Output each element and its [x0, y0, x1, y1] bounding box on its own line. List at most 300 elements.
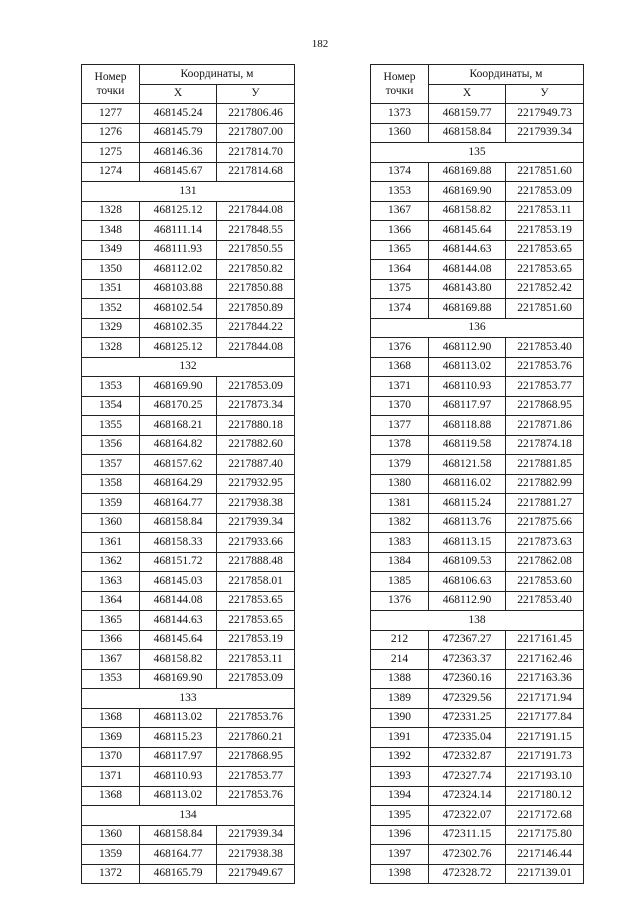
table-row: [371, 533, 584, 553]
x-coordinate-cell: 472335.04: [429, 728, 506, 748]
point-number-cell: 1370: [371, 396, 429, 416]
table-row: [371, 786, 584, 806]
point-number-cell: 1385: [371, 572, 429, 592]
y-coordinate-cell: 2217853.77: [506, 377, 584, 397]
y-coordinate-cell: 2217868.95: [506, 396, 584, 416]
point-number-cell: 1376: [371, 591, 429, 611]
table-row: [82, 474, 295, 494]
x-coordinate-cell: 468115.24: [429, 494, 506, 514]
y-coordinate-cell: 2217193.10: [506, 767, 584, 787]
y-coordinate-cell: 2217880.18: [217, 416, 295, 436]
point-number-cell: 1397: [371, 845, 429, 865]
table-row: [371, 182, 584, 202]
point-number-cell: 1349: [82, 240, 140, 260]
table-row: [82, 786, 295, 806]
y-coordinate-cell: 2217938.38: [217, 494, 295, 514]
y-coordinate-cell: 2217850.88: [217, 279, 295, 299]
table-row: [82, 825, 295, 845]
coordinates-table-right: [370, 64, 584, 884]
table-row: [371, 162, 584, 182]
y-coordinate-cell: 2217871.86: [506, 416, 584, 436]
point-number-cell: 1365: [82, 611, 140, 631]
group-row: [371, 143, 584, 163]
group-number: 132: [82, 357, 295, 377]
y-coordinate-cell: 2217844.22: [217, 318, 295, 338]
point-number-cell: 1371: [371, 377, 429, 397]
point-number-cell: 1368: [82, 708, 140, 728]
x-coordinate-cell: 468144.08: [429, 260, 506, 280]
x-coordinate-cell: 468158.84: [429, 123, 506, 143]
y-coordinate-cell: 2217853.77: [217, 767, 295, 787]
point-number-cell: 1360: [82, 825, 140, 845]
point-number-cell: 1366: [82, 630, 140, 650]
table-row: [371, 494, 584, 514]
x-coordinate-cell: 468112.90: [429, 591, 506, 611]
point-number-cell: 1367: [371, 201, 429, 221]
table-row: [371, 845, 584, 865]
x-coordinate-cell: 472331.25: [429, 708, 506, 728]
x-coordinate-cell: 468113.76: [429, 513, 506, 533]
y-coordinate-cell: 2217939.34: [217, 513, 295, 533]
y-coordinate-cell: 2217938.38: [217, 845, 295, 865]
point-number-cell: 1348: [82, 221, 140, 241]
point-header-line2: точки: [96, 85, 125, 97]
y-coordinate-cell: 2217853.76: [217, 708, 295, 728]
table-row: [82, 143, 295, 163]
x-coordinate-cell: 468121.58: [429, 455, 506, 475]
point-number-cell: 1277: [82, 104, 140, 124]
point-number-cell: 1352: [82, 299, 140, 319]
y-coordinate-cell: 2217851.60: [506, 162, 584, 182]
x-coordinate-cell: 472302.76: [429, 845, 506, 865]
table-row: [82, 455, 295, 475]
group-row: [82, 182, 295, 202]
y-coordinate-cell: 2217853.11: [506, 201, 584, 221]
point-number-cell: 1274: [82, 162, 140, 182]
y-coordinate-cell: 2217860.21: [217, 728, 295, 748]
table-row: [82, 572, 295, 592]
x-coordinate-cell: 472332.87: [429, 747, 506, 767]
table-row: [371, 123, 584, 143]
group-row: [82, 806, 295, 826]
point-number-cell: 1353: [82, 377, 140, 397]
x-coordinate-cell: 468117.97: [429, 396, 506, 416]
y-coordinate-cell: 2217161.45: [506, 630, 584, 650]
point-number-cell: 1329: [82, 318, 140, 338]
table-row: [371, 260, 584, 280]
x-coordinate-cell: 468146.36: [140, 143, 217, 163]
table-row: [371, 104, 584, 124]
point-number-cell: 1328: [82, 338, 140, 358]
x-coordinate-cell: 472363.37: [429, 650, 506, 670]
x-coordinate-cell: 468145.79: [140, 123, 217, 143]
point-header-line1: Номер: [383, 70, 416, 83]
point-number-cell: 1395: [371, 806, 429, 826]
point-number-cell: 1354: [82, 396, 140, 416]
x-coordinate-cell: 468145.64: [140, 630, 217, 650]
x-coordinate-cell: 468169.88: [429, 162, 506, 182]
table-row: [82, 435, 295, 455]
point-number-cell: 1391: [371, 728, 429, 748]
x-coordinate-cell: 468125.12: [140, 338, 217, 358]
point-number-cell: 1361: [82, 533, 140, 553]
table-row: [82, 377, 295, 397]
table-row: [82, 338, 295, 358]
y-coordinate-cell: 2217888.48: [217, 552, 295, 572]
x-coordinate-cell: 472329.56: [429, 689, 506, 709]
group-number: 135: [371, 143, 584, 163]
table-row: [371, 630, 584, 650]
point-number-cell: 1350: [82, 260, 140, 280]
x-coordinate-cell: 468159.77: [429, 104, 506, 124]
x-coordinate-cell: 472328.72: [429, 864, 506, 884]
coordinates-table-left: [81, 64, 295, 884]
y-coordinate-cell: 2217851.60: [506, 299, 584, 319]
table-row: [371, 299, 584, 319]
x-coordinate-cell: 468113.02: [429, 357, 506, 377]
point-number-header: [82, 65, 140, 104]
x-coordinate-cell: 468113.15: [429, 533, 506, 553]
point-number-cell: 1360: [82, 513, 140, 533]
y-coordinate-cell: 2217868.95: [217, 747, 295, 767]
x-coordinate-cell: 468112.90: [429, 338, 506, 358]
point-number-cell: 1367: [82, 650, 140, 670]
table-row: [371, 455, 584, 475]
y-column-header: У: [506, 84, 584, 104]
x-coordinate-cell: 468145.24: [140, 104, 217, 124]
point-number-cell: 1379: [371, 455, 429, 475]
table-row: [371, 591, 584, 611]
point-number-cell: 1358: [82, 474, 140, 494]
point-number-cell: 1373: [371, 104, 429, 124]
table-row: [82, 396, 295, 416]
y-coordinate-cell: 2217162.46: [506, 650, 584, 670]
y-coordinate-cell: 2217807.00: [217, 123, 295, 143]
x-coordinate-cell: 468151.72: [140, 552, 217, 572]
table-row: [371, 377, 584, 397]
x-coordinate-cell: 468113.02: [140, 786, 217, 806]
point-number-cell: 1374: [371, 299, 429, 319]
y-coordinate-cell: 2217853.40: [506, 338, 584, 358]
x-coordinate-cell: 468145.64: [429, 221, 506, 241]
x-coordinate-cell: 468103.88: [140, 279, 217, 299]
y-coordinate-cell: 2217862.08: [506, 552, 584, 572]
group-number: 131: [82, 182, 295, 202]
x-coordinate-cell: 468164.77: [140, 845, 217, 865]
y-coordinate-cell: 2217191.15: [506, 728, 584, 748]
x-coordinate-cell: 468157.62: [140, 455, 217, 475]
y-column-header: У: [217, 84, 295, 104]
y-coordinate-cell: 2217853.65: [217, 591, 295, 611]
y-coordinate-cell: 2217853.09: [217, 669, 295, 689]
x-coordinate-cell: 468164.82: [140, 435, 217, 455]
y-coordinate-cell: 2217172.68: [506, 806, 584, 826]
point-number-cell: 214: [371, 650, 429, 670]
x-coordinate-cell: 472367.27: [429, 630, 506, 650]
x-coordinate-cell: 472324.14: [429, 786, 506, 806]
table-header-row: [82, 65, 295, 85]
table-row: [82, 162, 295, 182]
point-number-cell: 1276: [82, 123, 140, 143]
point-number-cell: 1360: [371, 123, 429, 143]
x-coordinate-cell: 468144.08: [140, 591, 217, 611]
y-coordinate-cell: 2217933.66: [217, 533, 295, 553]
table-row: [371, 650, 584, 670]
x-coordinate-cell: 468112.02: [140, 260, 217, 280]
x-coordinate-cell: 468106.63: [429, 572, 506, 592]
y-coordinate-cell: 2217873.63: [506, 533, 584, 553]
table-row: [82, 221, 295, 241]
x-coordinate-cell: 468145.67: [140, 162, 217, 182]
table-row: [82, 864, 295, 884]
table-row: [371, 435, 584, 455]
table-row: [371, 338, 584, 358]
point-number-cell: 1398: [371, 864, 429, 884]
y-coordinate-cell: 2217163.36: [506, 669, 584, 689]
y-coordinate-cell: 2217875.66: [506, 513, 584, 533]
y-coordinate-cell: 2217881.85: [506, 455, 584, 475]
point-number-cell: 1364: [82, 591, 140, 611]
y-coordinate-cell: 2217146.44: [506, 845, 584, 865]
table-row: [82, 728, 295, 748]
table-row: [371, 747, 584, 767]
y-coordinate-cell: 2217853.09: [506, 182, 584, 202]
point-number-cell: 1377: [371, 416, 429, 436]
y-coordinate-cell: 2217171.94: [506, 689, 584, 709]
table-row: [371, 513, 584, 533]
point-number-cell: 1392: [371, 747, 429, 767]
point-number-cell: 1357: [82, 455, 140, 475]
point-number-cell: 1389: [371, 689, 429, 709]
page-number: 182: [311, 38, 329, 50]
y-coordinate-cell: 2217191.73: [506, 747, 584, 767]
y-coordinate-cell: 2217853.09: [217, 377, 295, 397]
y-coordinate-cell: 2217949.73: [506, 104, 584, 124]
point-number-cell: 1368: [371, 357, 429, 377]
point-number-cell: 1393: [371, 767, 429, 787]
table-row: [82, 299, 295, 319]
group-number: 138: [371, 611, 584, 631]
point-number-cell: 1362: [82, 552, 140, 572]
table-row: [371, 767, 584, 787]
table-row: [371, 689, 584, 709]
y-coordinate-cell: 2217882.99: [506, 474, 584, 494]
y-coordinate-cell: 2217932.95: [217, 474, 295, 494]
point-number-cell: 1355: [82, 416, 140, 436]
table-row: [82, 279, 295, 299]
y-coordinate-cell: 2217853.65: [506, 240, 584, 260]
x-coordinate-cell: 468102.54: [140, 299, 217, 319]
x-coordinate-cell: 468144.63: [140, 611, 217, 631]
y-coordinate-cell: 2217853.19: [506, 221, 584, 241]
point-number-header: [371, 65, 429, 104]
point-number-cell: 1363: [82, 572, 140, 592]
y-coordinate-cell: 2217853.76: [506, 357, 584, 377]
x-coordinate-cell: 468110.93: [429, 377, 506, 397]
coordinates-header: Координаты, м: [140, 65, 295, 85]
table-row: [371, 416, 584, 436]
point-number-cell: 1390: [371, 708, 429, 728]
table-row: [82, 104, 295, 124]
x-coordinate-cell: 472360.16: [429, 669, 506, 689]
x-coordinate-cell: 468144.63: [429, 240, 506, 260]
x-coordinate-cell: 468169.90: [429, 182, 506, 202]
point-number-cell: 1381: [371, 494, 429, 514]
y-coordinate-cell: 2217850.82: [217, 260, 295, 280]
table-row: [82, 260, 295, 280]
y-coordinate-cell: 2217887.40: [217, 455, 295, 475]
x-coordinate-cell: 468169.90: [140, 377, 217, 397]
y-coordinate-cell: 2217939.34: [506, 123, 584, 143]
y-coordinate-cell: 2217848.55: [217, 221, 295, 241]
y-coordinate-cell: 2217853.60: [506, 572, 584, 592]
x-coordinate-cell: 468158.33: [140, 533, 217, 553]
table-row: [82, 318, 295, 338]
x-coordinate-cell: 468158.84: [140, 513, 217, 533]
x-coordinate-cell: 468145.03: [140, 572, 217, 592]
table-row: [82, 708, 295, 728]
x-coordinate-cell: 468111.93: [140, 240, 217, 260]
y-coordinate-cell: 2217814.68: [217, 162, 295, 182]
table-row: [371, 240, 584, 260]
y-coordinate-cell: 2217852.42: [506, 279, 584, 299]
table-row: [371, 201, 584, 221]
y-coordinate-cell: 2217939.34: [217, 825, 295, 845]
table-row: [82, 767, 295, 787]
point-number-cell: 1371: [82, 767, 140, 787]
table-header-row: [371, 65, 584, 85]
y-coordinate-cell: 2217806.46: [217, 104, 295, 124]
x-coordinate-cell: 468158.82: [140, 650, 217, 670]
point-number-cell: 1351: [82, 279, 140, 299]
table-row: [82, 123, 295, 143]
x-coordinate-cell: 468169.90: [140, 669, 217, 689]
x-coordinate-cell: 468158.84: [140, 825, 217, 845]
table-row: [82, 416, 295, 436]
point-number-cell: 1394: [371, 786, 429, 806]
group-row: [371, 611, 584, 631]
group-number: 133: [82, 689, 295, 709]
x-column-header: X: [140, 84, 217, 104]
group-number: 136: [371, 318, 584, 338]
point-number-cell: 1388: [371, 669, 429, 689]
point-header-line2: точки: [385, 85, 414, 97]
table-row: [82, 630, 295, 650]
x-coordinate-cell: 468164.77: [140, 494, 217, 514]
point-number-cell: 1359: [82, 845, 140, 865]
point-number-cell: 1365: [371, 240, 429, 260]
table-row: [371, 396, 584, 416]
y-coordinate-cell: 2217177.84: [506, 708, 584, 728]
group-row: [371, 318, 584, 338]
y-coordinate-cell: 2217949.67: [217, 864, 295, 884]
x-coordinate-cell: 468164.29: [140, 474, 217, 494]
point-number-cell: 1375: [371, 279, 429, 299]
point-number-cell: 1368: [82, 786, 140, 806]
point-number-cell: 1384: [371, 552, 429, 572]
x-coordinate-cell: 468169.88: [429, 299, 506, 319]
point-number-cell: 1275: [82, 143, 140, 163]
point-number-cell: 1328: [82, 201, 140, 221]
y-coordinate-cell: 2217814.70: [217, 143, 295, 163]
y-coordinate-cell: 2217853.11: [217, 650, 295, 670]
y-coordinate-cell: 2217844.08: [217, 338, 295, 358]
table-row: [371, 221, 584, 241]
group-row: [82, 357, 295, 377]
table-row: [371, 552, 584, 572]
table-row: [82, 611, 295, 631]
x-coordinate-cell: 468116.02: [429, 474, 506, 494]
y-coordinate-cell: 2217853.76: [217, 786, 295, 806]
y-coordinate-cell: 2217853.65: [217, 611, 295, 631]
x-coordinate-cell: 468109.53: [429, 552, 506, 572]
table-row: [82, 533, 295, 553]
x-coordinate-cell: 468143.80: [429, 279, 506, 299]
x-coordinate-cell: 468102.35: [140, 318, 217, 338]
point-number-cell: 1380: [371, 474, 429, 494]
table-row: [371, 708, 584, 728]
table-row: [82, 513, 295, 533]
table-row: [82, 669, 295, 689]
x-coordinate-cell: 468113.02: [140, 708, 217, 728]
table-row: [371, 728, 584, 748]
table-row: [371, 669, 584, 689]
x-column-header: X: [429, 84, 506, 104]
y-coordinate-cell: 2217175.80: [506, 825, 584, 845]
x-coordinate-cell: 468117.97: [140, 747, 217, 767]
point-number-cell: 1383: [371, 533, 429, 553]
y-coordinate-cell: 2217850.89: [217, 299, 295, 319]
x-coordinate-cell: 468158.82: [429, 201, 506, 221]
point-number-cell: 1353: [82, 669, 140, 689]
coordinates-header: Координаты, м: [429, 65, 584, 85]
table-row: [82, 552, 295, 572]
point-number-cell: 1364: [371, 260, 429, 280]
y-coordinate-cell: 2217850.55: [217, 240, 295, 260]
point-header-line1: Номер: [94, 70, 127, 83]
point-number-cell: 1366: [371, 221, 429, 241]
point-number-cell: 1353: [371, 182, 429, 202]
table-row: [82, 591, 295, 611]
table-row: [371, 825, 584, 845]
point-number-cell: 1356: [82, 435, 140, 455]
x-coordinate-cell: 468115.23: [140, 728, 217, 748]
x-coordinate-cell: 468165.79: [140, 864, 217, 884]
y-coordinate-cell: 2217139.01: [506, 864, 584, 884]
point-number-cell: 1372: [82, 864, 140, 884]
table-row: [82, 845, 295, 865]
table-row: [371, 474, 584, 494]
group-number: 134: [82, 806, 295, 826]
point-number-cell: 1378: [371, 435, 429, 455]
y-coordinate-cell: 2217874.18: [506, 435, 584, 455]
table-row: [371, 572, 584, 592]
x-coordinate-cell: 472311.15: [429, 825, 506, 845]
y-coordinate-cell: 2217853.19: [217, 630, 295, 650]
x-coordinate-cell: 472327.74: [429, 767, 506, 787]
table-row: [371, 806, 584, 826]
table-row: [82, 240, 295, 260]
table-row: [371, 864, 584, 884]
x-coordinate-cell: 472322.07: [429, 806, 506, 826]
table-row: [371, 357, 584, 377]
y-coordinate-cell: 2217881.27: [506, 494, 584, 514]
table-row: [371, 279, 584, 299]
x-coordinate-cell: 468110.93: [140, 767, 217, 787]
table-row: [82, 201, 295, 221]
x-coordinate-cell: 468111.14: [140, 221, 217, 241]
table-row: [82, 494, 295, 514]
